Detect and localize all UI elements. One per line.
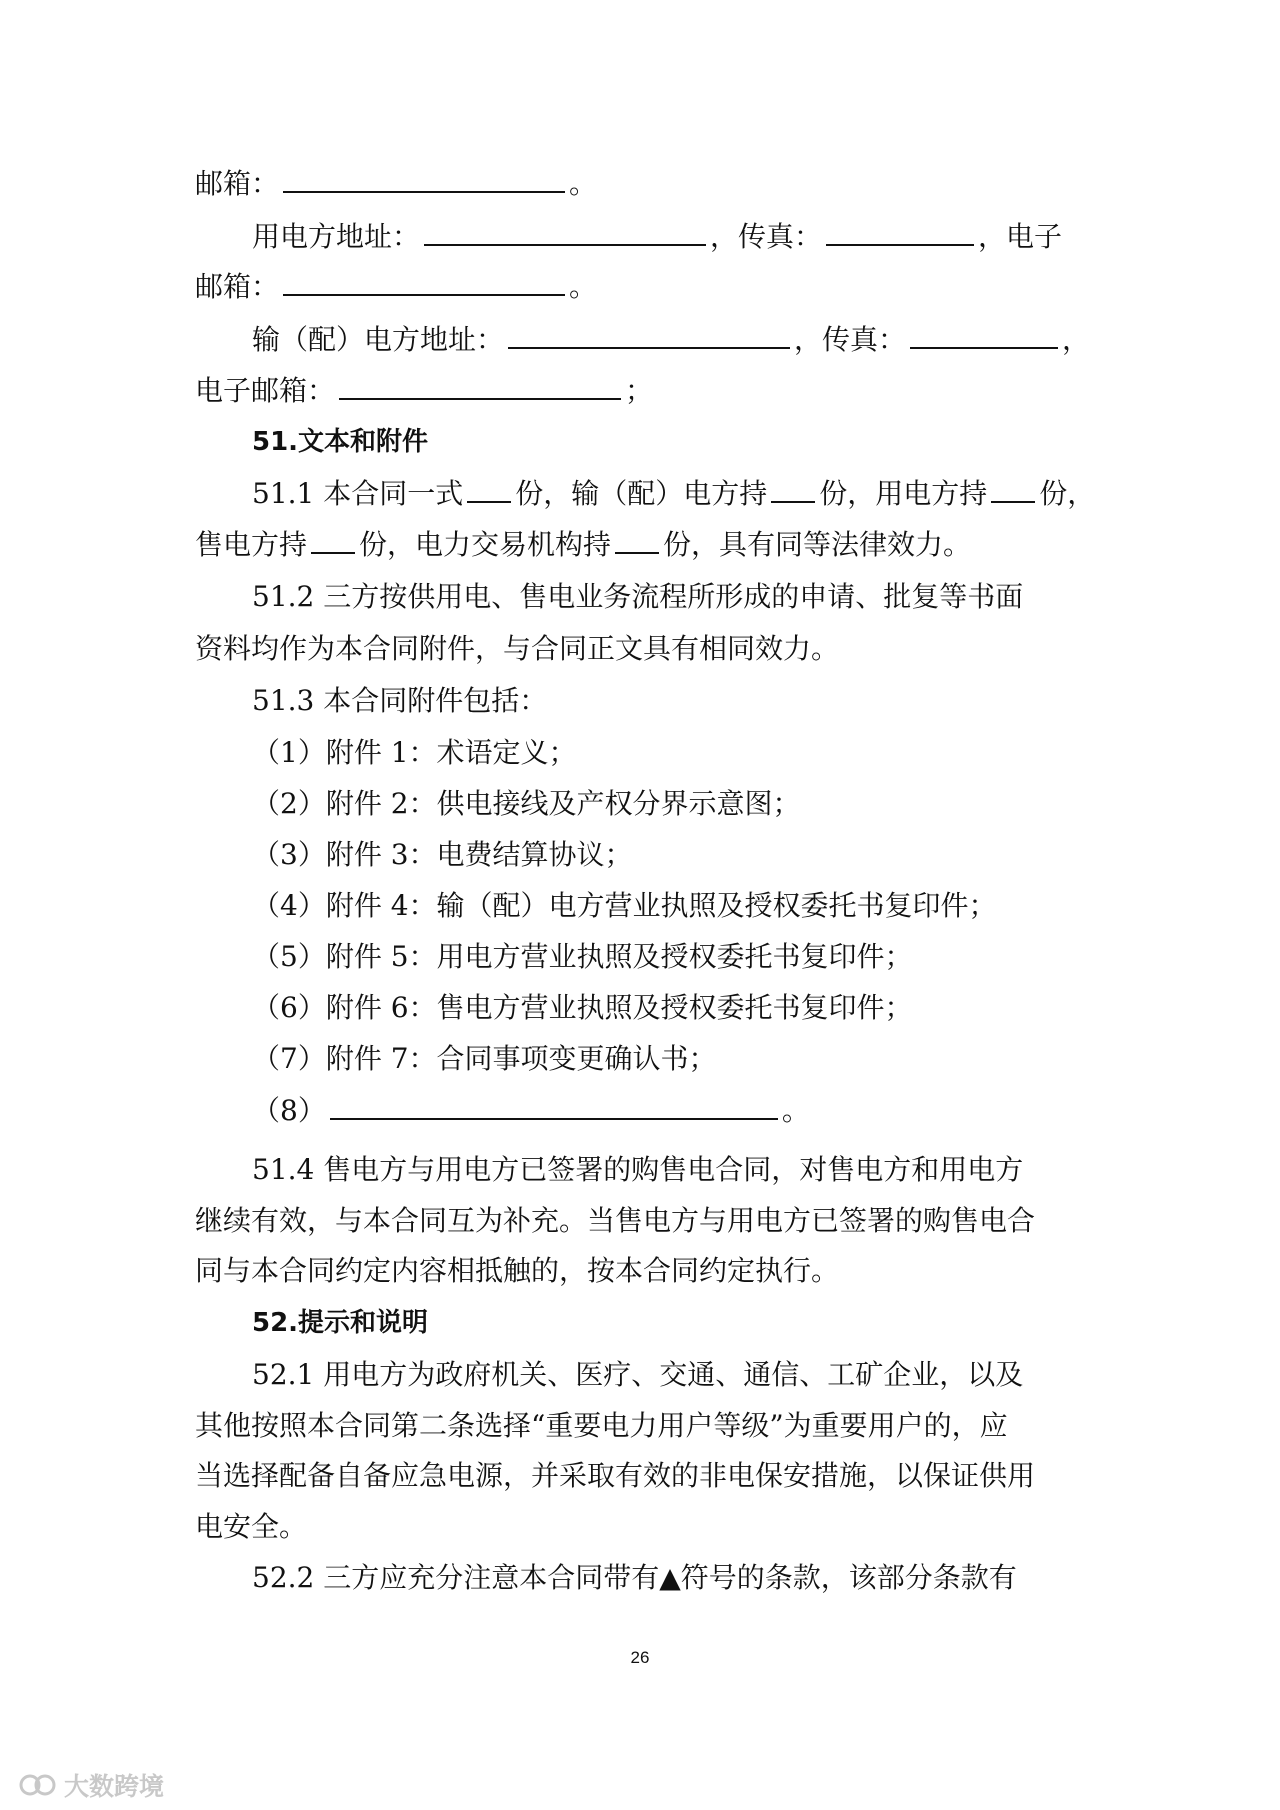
attachment-item-7: （7）附件 7：合同事项变更确认书； [252,1042,717,1075]
attachment-item-4: （4）附件 4：输（配）电方营业执照及授权委托书复印件； [252,889,997,922]
clause-52-1-line-4: 电安全。 [195,1510,308,1543]
watermark-logo-icon [18,1770,58,1800]
blank-email-1 [283,169,565,193]
clause-52-1-line-2: 其他按照本合同第二条选择“重要电力用户等级”为重要用户的，应 [195,1409,1008,1442]
clause-52-2-line-1: 52.2 三方应充分注意本合同带有▲符号的条款，该部分条款有 [252,1561,1017,1594]
attachment-item-2: （2）附件 2：供电接线及产权分界示意图； [252,787,801,820]
attachment-item-3: （3）附件 3：电费结算协议； [252,838,633,871]
clause-51-4-line-1: 51.4 售电方与用电方已签署的购售电合同，对售电方和用电方 [252,1153,1024,1186]
clause-51-2-line-2: 资料均作为本合同附件，与合同正文具有相同效力。 [195,632,840,665]
blank-grid-fax [910,325,1058,349]
blank-copies-seller [311,530,355,554]
page-number: 26 [630,1648,650,1667]
watermark-text: 大数跨境 [64,1772,165,1801]
blank-consumer-fax [826,222,974,246]
section-51-heading: 51.文本和附件 [252,427,429,457]
clause-51-4-line-2: 继续有效，与本合同互为补充。当售电方与用电方已签署的购售电合 [195,1204,1036,1237]
blank-copies-consumer [991,479,1035,503]
email-line-2: 邮箱： 。 [195,270,598,303]
attachment-item-5: （5）附件 5：用电方营业执照及授权委托书复印件； [252,940,913,973]
blank-email-2 [283,272,565,296]
email-line-3: 电子邮箱： ； [195,374,654,407]
email-line-1: 邮箱： 。 [195,167,598,200]
watermark [18,1768,164,1802]
clause-52-1-line-1: 52.1 用电方为政府机关、医疗、交通、通信、工矿企业，以及 [252,1358,1024,1391]
clause-51-1-line-1: 51.1 本合同一式 份，输（配）电方持 份，用电方持 份， [252,477,1096,510]
attachment-item-8: （8） 。 [252,1094,810,1127]
blank-email-3 [339,376,621,400]
consumer-address-line: 用电方地址： ，传真： ，电子 [252,220,1063,253]
clause-51-2-line-1: 51.2 三方按供用电、售电业务流程所形成的申请、批复等书面 [252,580,1024,613]
section-52-heading: 52.提示和说明 [252,1308,429,1338]
blank-attachment-8 [330,1096,778,1120]
clause-52-1-line-3: 当选择配备自备应急电源，并采取有效的非电保安措施，以保证供用 [195,1459,1036,1492]
attachment-item-6: （6）附件 6：售电方营业执照及授权委托书复印件； [252,991,913,1024]
clause-51-1-line-2: 售电方持 份，电力交易机构持 份，具有同等法律效力。 [195,528,972,561]
blank-consumer-address [424,222,706,246]
clause-51-3: 51.3 本合同附件包括： [252,684,548,717]
blank-copies-grid [771,479,815,503]
clause-51-4-line-3: 同与本合同约定内容相抵触的，按本合同约定执行。 [195,1254,840,1287]
blank-copies-exchange [615,530,659,554]
attachment-item-1: （1）附件 1：术语定义； [252,736,577,769]
grid-address-line: 输（配）电方地址： ，传真： ， [252,323,1091,356]
blank-copies-total [467,479,511,503]
blank-grid-address [508,325,790,349]
